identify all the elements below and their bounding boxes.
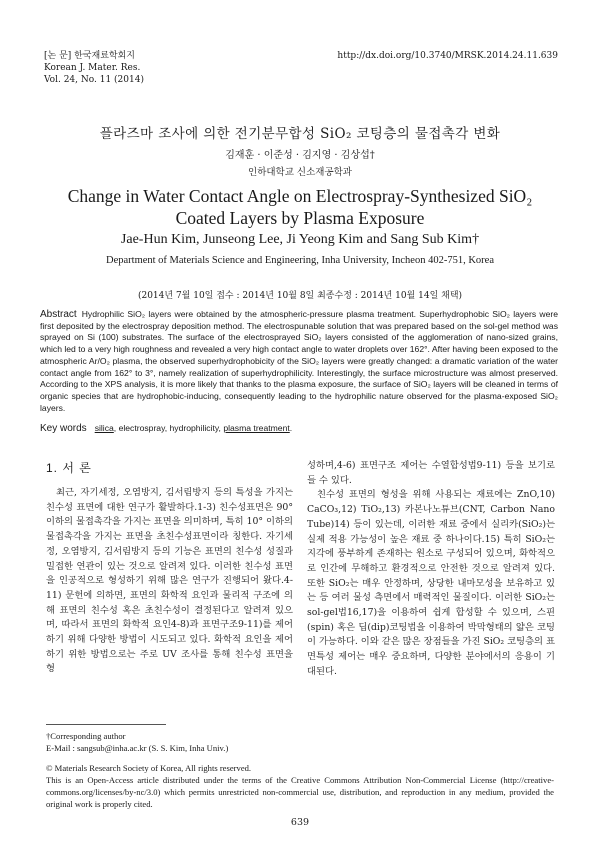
keywords-end: . (289, 423, 293, 433)
keywords-label: Key words (40, 423, 87, 434)
english-title-line1: Change in Water Contact Angle on Electrospray-Synthesized SiO₂ (67, 186, 533, 206)
english-affiliation: Department of Materials Science and Engineering, Inha University, Incheon 402-751, Korea (106, 255, 494, 266)
abstract-text: Hydrophilic SiO₂ layers were obtained by the atmospheric-pressure plasma treatment. Superhydrophobic SiO₂ layers were first deposited by the electrospray deposition method. The electrospunable solution that was prepared based on the sol-gel method was sprayed on Si (100) substrates. The surface of the electrosprayed SiO₂ layers consisted of the agglomeration of nano-sized grains, which led to a very high roughness and revealed a very high contact angle to water droplets over 162°. After having been exposed to the atmospheric Ar/O₂ plasma, the observed superhydrophobicity of the SiO₂ layers were greatly changed: a dramatic variation of the water contact angle from 162° to 3°, namely realization of superhydrophilicity. Interestingly, the surface microstructure was almost preserved. According to the XPS analysis, it is more likely that thanks to the plasma exposure, the surface of SiO₂ layers will be cleaned in terms of organic species that are hydrophobic-inducing, consequently leading to the hydrophilic nature observed for the plasma-exposed SiO₂ layers. (40, 309, 558, 413)
section-heading-introduction: 1. 서 론 (46, 461, 92, 475)
abstract-label: Abstract (40, 309, 77, 320)
korean-affiliation: 인하대학교 신소재공학과 (248, 167, 352, 178)
journal-category: [논 문] 한국재료학회지 (44, 51, 135, 61)
abstract (40, 309, 558, 414)
journal-header-left (44, 50, 144, 86)
body-column-left: 최근, 자기세정, 오염방지, 김서림방지 등의 특성을 가지는 친수성 표면에 대한 연구가 활발하다.1-3) 친수성표면은 90° 이하의 물접촉각을 가지는 표면을 의미하며, 특히 10° 이하의 물접촉각을 가지는 표면을 초친수성표면이라 칭한다. 자기세정, 오염방지, 김서림방지 등의 기능은 표면의 친수성 성질과 밀접한 연관이 있는 것으로 알려져 있다. 이러한 친수성 표면을 인공적으로 형성하기 위해 많은 연구가 진행되어 왔다.4-11) 문헌에 의하면, 표면의 화학적 요인과 물리적 구조에 의해 표면의 친수성 혹은 초친수성이 결정된다고 알려져 있으며, 따라서 표면의 화학적 요인4-8)과 표면구조9-11)를 제어하기 위해 다양한 방법이 시도되고 있다. 화학적 요인을 제어하기 위한 방법으로는 주로 UV 조사를 통해 친수성 표면을 형 (46, 487, 293, 675)
korean-title: 플라즈마 조사에 의한 전기분무합성 SiO₂ 코팅층의 물접촉각 변화 (99, 126, 501, 142)
keywords (40, 423, 292, 434)
corresponding-author-footnote (46, 730, 228, 754)
license-text: This is an Open-Access article distributed under the terms of the Creative Commons Attribution Non-Commercial License (http://creative-commons.org/licenses/by-nc/3.0) which permits unrestricted non-commercial use, distribution, and reproduction in any medium, provided the original work is properly cited. (46, 775, 554, 809)
footnote-divider (46, 724, 166, 725)
keyword-link-silica[interactable]: silica (94, 423, 114, 433)
journal-name: Korean J. Mater. Res. (44, 63, 141, 73)
keyword-link-plasma[interactable]: plasma treatment (223, 423, 290, 433)
corresponding-author-email: E-Mail : sangsub@inha.ac.kr (S. S. Kim, Inha Univ.) (46, 743, 229, 753)
copyright-notice: © Materials Research Society of Korea, All rights reserved. (46, 763, 252, 773)
english-title-line2: Coated Layers by Plasma Exposure (175, 208, 425, 228)
english-title (40, 185, 560, 229)
license-block (46, 762, 554, 810)
corresponding-author-label: †Corresponding author (46, 731, 126, 741)
body-paragraph-1: 성하며,4-6) 표면구조 제어는 수열합성법9-11) 등을 보기로 들 수 있다. (307, 460, 555, 486)
page-number: 639 (290, 817, 310, 828)
submission-dates: (2014년 7월 10일 접수 : 2014년 10월 8일 최종수정 : 2014년 10월 14일 채택) (137, 291, 463, 301)
journal-volume: Vol. 24, No. 11 (2014) (44, 75, 144, 85)
body-paragraph-2: 친수성 표면의 형성을 위해 사용되는 재료에는 ZnO,10) CaCO₃,12) TiO₂,13) 카본나노튜브(CNT, Carbon Nano Tube)14) 등이 있는데, 이러한 재료 중에서 실리카(SiO₂)는 실제 적용 가능성이 높은 재료 중 하나이다.15) 특히 SiO₂는 지각에 풍부하게 존재하는 원소로 구성되어 있으며, 화학적으로 인간에 무해하고 환경적으로 안전한 것으로 알려져 있다. 또한 SiO₂는 매우 안정하며, 상당한 내마모성을 보유하고 있는 등 여러 물성 측면에서 매력적인 물질이다. 이러한 SiO₂는 sol-gel법16,17)을 이용하여 쉽게 합성할 수 있으며, 스핀(spin) 혹은 딥(dip)코팅법을 이용하여 박막형태의 얇은 코팅이 가능하다. 이와 같은 많은 장점들을 가진 SiO₂ 코팅층의 표면특성 제어는 매우 중요하며, 다양한 분야에서의 응용이 기대된다. (307, 489, 555, 677)
korean-authors: 김재훈 · 이준성 · 김지영 · 김상섭† (225, 150, 375, 161)
english-authors: Jae-Hun Kim, Junseong Lee, Ji Yeong Kim and Sang Sub Kim† (120, 232, 480, 247)
doi-link[interactable]: http://dx.doi.org/10.3740/MRSK.2014.24.11.639 (337, 51, 558, 61)
keywords-list: , electrospray, hydrophilicity, (113, 423, 224, 433)
body-column-right (307, 459, 555, 680)
